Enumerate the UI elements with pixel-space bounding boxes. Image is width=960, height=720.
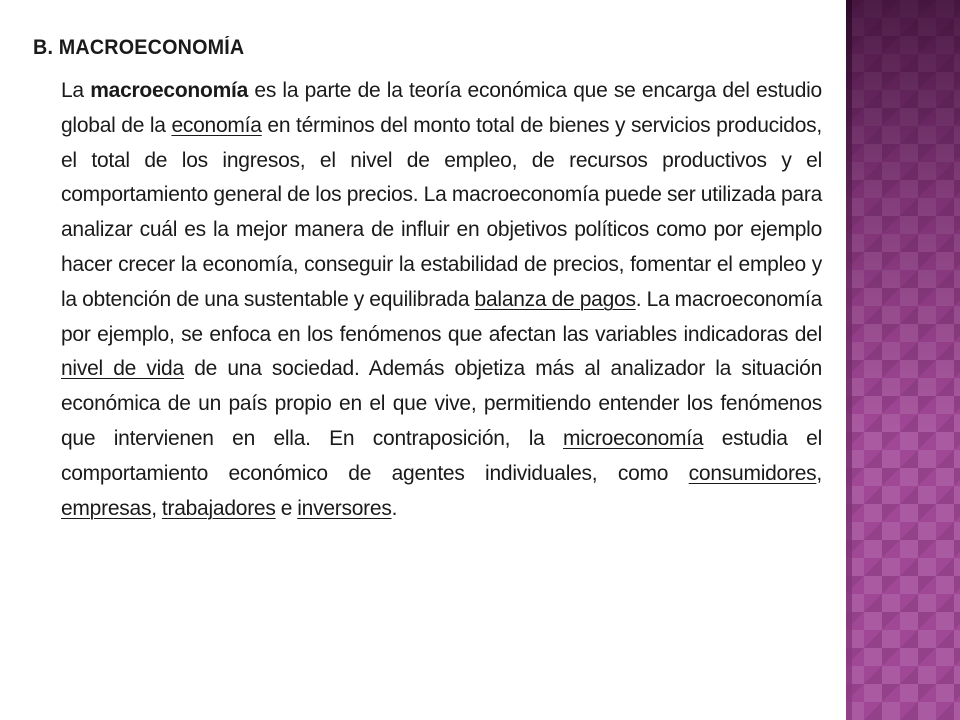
text-run: . — [391, 496, 398, 520]
text-run: , — [816, 461, 822, 485]
text-run: , — [151, 496, 162, 520]
link-nivel-de-vida[interactable]: nivel de vida — [61, 357, 184, 381]
body-paragraph — [61, 74, 822, 526]
text-run: en términos del monto total de bienes y servicios producidos, el total de los ingresos, el nivel de empleo, de recursos productivos y el comportamiento general de los precios. La macroeconomía puede ser utilizada para analizar cuál es la mejor manera de influir en objetivos políticos como por ejemplo hacer crecer la economía, conseguir la estabilidad de precios, fomentar el empleo y la obtención de una sustentable y equilibrada — [61, 113, 822, 311]
text-run: estudia el comportamiento económico de agentes individuales, como — [61, 426, 822, 485]
link-balanza-de-pagos[interactable]: balanza de pagos — [474, 287, 636, 311]
text-run: e — [275, 496, 298, 520]
slide-heading: B. MACROECONOMÍA — [33, 36, 245, 59]
link-empresas[interactable]: empresas — [61, 496, 152, 520]
link-inversores[interactable]: inversores — [297, 496, 392, 520]
bold-term: macroeconomía — [90, 79, 249, 102]
link-economia[interactable]: economía — [171, 113, 262, 137]
text-run: . La macroeconomía por ejemplo, se enfoca en los fenómenos que afectan las variables indicadoras del — [61, 287, 823, 346]
text-run: es la parte de la teoría económica que se encarga del estudio global de la — [61, 79, 822, 137]
text-run: de una sociedad. Además objetiza más al analizador la situación económica de un país propio en el que vive, permitiendo entender los fenómenos que intervienen en ella. En contraposición, la — [61, 357, 822, 450]
link-consumidores[interactable]: consumidores — [688, 461, 817, 485]
link-trabajadores[interactable]: trabajadores — [161, 496, 276, 520]
text-run: La — [61, 79, 91, 102]
link-microeconomia[interactable]: microeconomía — [563, 426, 704, 450]
slide-content — [33, 36, 823, 526]
decorative-side-panel — [846, 0, 960, 720]
